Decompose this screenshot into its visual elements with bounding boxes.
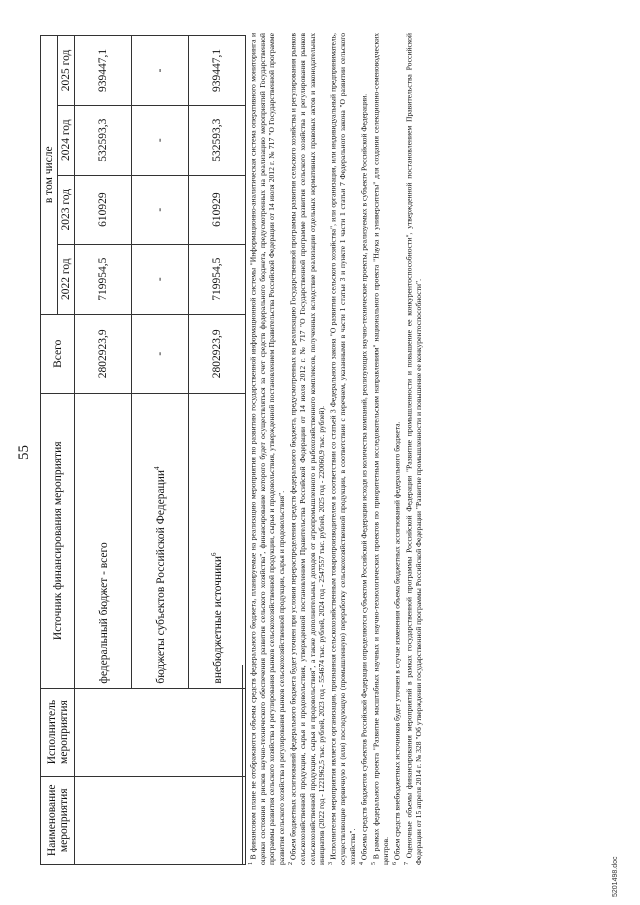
page-number: 55	[16, 445, 32, 460]
cell-source	[75, 393, 132, 688]
cell-2024: 532593,3	[189, 105, 246, 175]
footnote-ref: 4	[153, 466, 162, 470]
cell-total: 2802923,9	[75, 314, 132, 393]
footnote-ref: 6	[210, 552, 219, 556]
cell-2023: -	[132, 175, 189, 244]
header-executor: Исполнитель мероприятия	[41, 688, 75, 776]
cell-2022: -	[132, 244, 189, 314]
footnote: $^5$ В рамках федерального проекта "Развитие масштабных научных и научно-технологических проектов по приоритетным исследовательским направлениям" национального проекта "Наука и университеты" для создания селекционно-семеноводческих центров.	[371, 33, 390, 865]
header-name: Наименование мероприятия	[41, 776, 75, 864]
footnote-divider	[242, 665, 243, 865]
source-label: внебюджетные источники	[211, 556, 224, 684]
footnote: $^7$ Оценочные объемы финансирования мероприятий в рамках государственной программы Российской Федерации "Развитие промышленности и повышение ее конкурентоспособности", утвержденной постановлением Правительства Российской Федерации от 15 апреля 2014 г. № 328 "Об утверждении государственной программы Российской Федерации "Развитие промышленности и повышение ее конкурентоспособности".	[404, 33, 424, 865]
cell-2024: -	[132, 105, 189, 175]
footnote: $^2$ Объем бюджетных ассигнований федерального бюджета будет уточнен при условии перераспределения средств федерального бюджета, предусмотренных на реализацию Государственной программы развития сельского хозяйства и регулирования рынков сельскохозяйственной продукции, сырья и продовольствия, утвержденной постановлением Правительства Российской Федерации от 14 июля 2012 г. № 717 "О Государственной программе развития сельского хозяйства и регулирования рынков сельскохозяйственной продукции, сырья и продовольствия", а также дополнительных доходов от агропромышленного и рыбохозяйственного комплексов, полученных вследствие реализации отдельных нормативных правовых актов и законодательных инициатив (2022 год - 1221962,5 тыс. рублей, 2023 год - 554674 тыс. рублей, 2024 год - 2547557 тыс. рублей, 2025 год - 220060,9 тыс. рублей).	[288, 33, 326, 865]
cell-source	[189, 393, 246, 688]
cell-total: -	[132, 314, 189, 393]
cell-executor	[75, 688, 246, 776]
source-label: федеральный бюджет - всего	[97, 542, 110, 684]
cell-name	[75, 776, 246, 864]
header-year-2023: 2023 год	[58, 175, 75, 244]
header-source: Источник финансирования мероприятия	[41, 393, 75, 688]
cell-2023: 610929	[75, 175, 132, 244]
cell-2025: -	[132, 36, 189, 106]
footnote: $^3$ Исполнителем мероприятия является организация, признанная сельскохозяйственным товаропроизводителем в соответствии со статьей 3 Федерального закона "О развитии сельского хозяйства", или организация, или индивидуальный предприниматель, осуществляющие первичную и (или) последующую (промышленную) переработку сельскохозяйственной продукции, в соответствии с перечнем, указанными в части 1 статьи 3 и пункте 1 части 1 статьи 7 Федерального закона "О развитии сельского хозяйства".	[328, 33, 357, 865]
cell-2023: 610929	[189, 175, 246, 244]
document-id: 5201498.doc	[612, 856, 619, 897]
cell-2022: 719954,5	[189, 244, 246, 314]
header-row-1	[41, 36, 58, 865]
cell-2024: 532593,3	[75, 105, 132, 175]
cell-2025: 939447,1	[189, 36, 246, 106]
source-label: бюджеты субъектов Российской Федерации	[154, 469, 167, 684]
table-row	[75, 36, 132, 865]
cell-total: 2802923,9	[189, 314, 246, 393]
header-year-2024: 2024 год	[58, 105, 75, 175]
footnote: $^4$ Объемы средств бюджетов субъектов Российской Федерации определяются субъектом Российской Федерации исходя из количества компаний, реализующих научно-технические проекты, реализуемых в субъекте Российской Федерации.	[359, 93, 369, 865]
cell-2025: 939447,1	[75, 36, 132, 106]
footnotes	[242, 33, 425, 865]
header-including: в том числе	[41, 36, 58, 315]
cell-2022: 719954,5	[75, 244, 132, 314]
header-year-2025: 2025 год	[58, 36, 75, 106]
header-year-2022: 2022 год	[58, 244, 75, 314]
header-total: Всего	[41, 314, 75, 393]
footnote: $^1$ В финансовом плане не отображаются объемы средств федерального бюджета, планируемые на реализацию мероприятия по развитию государственной информационной системы "Информационно-аналитическая система оперативного мониторинга и оценки состояния и рисков научно-технического обеспечения развития сельского хозяйства", финансирование которого будет осуществляться за счет средств федерального бюджета, предусмотренных на реализацию мероприятий Государственной программы развития сельского хозяйства и регулирования рынков сельскохозяйственной продукции, сырья и продовольствия, утвержденной постановлением Правительства Российской Федерации от 14 июля 2012 г. № 717 "О Государственной программе развития сельского хозяйства и регулирования рынков сельскохозяйственной продукции, сырья и продовольствия".	[248, 32, 286, 865]
footnote: $^6$ Объем средств внебюджетных источников будет уточнен в случае изменения объема бюджетных ассигнований федерального бюджета.	[392, 421, 402, 865]
cell-source	[132, 393, 189, 688]
budget-table	[40, 35, 246, 865]
